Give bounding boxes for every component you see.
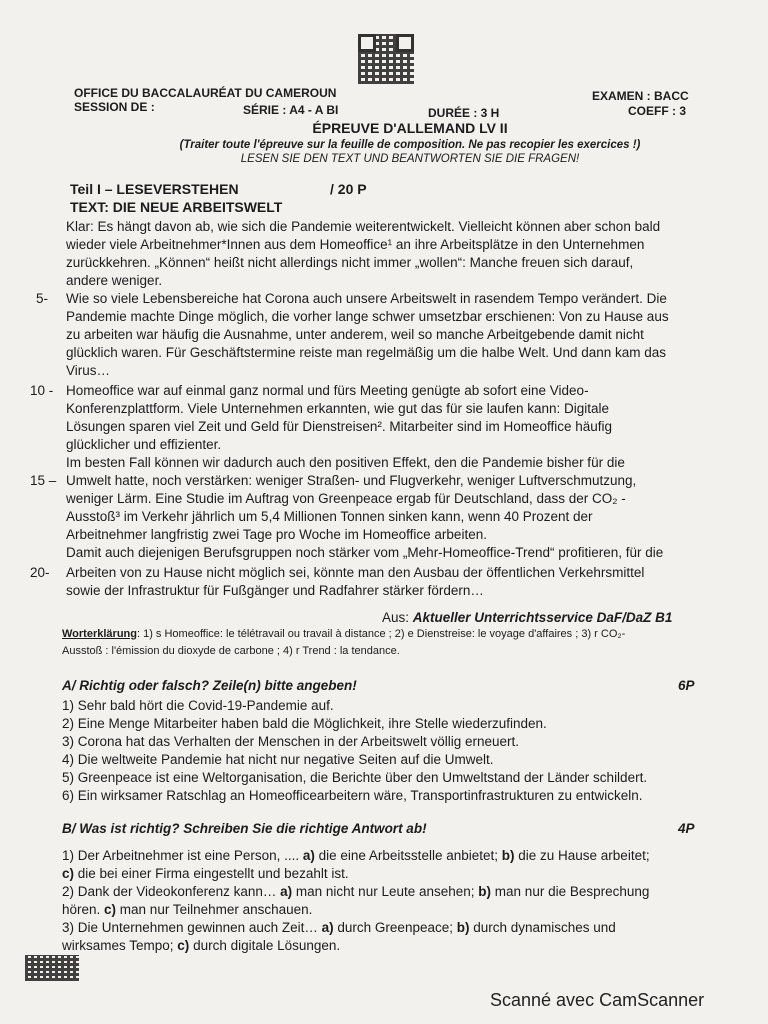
text-line: sowie der Infrastruktur für Fußgänger und Radfahrer stärker fördern… [66,583,484,598]
question-a-item: 3) Corona hat das Verhalten der Menschen in der Arbeitswelt völlig erneuert. [62,734,520,749]
text-line: zurückkehren. „Können“ heißt nicht allerdings nicht immer „wollen“: Manche freuen sich darauf, [66,255,634,270]
text-line: Damit auch diejenigen Berufsgruppen noch stärker vom „Mehr-Homeoffice-Trend“ profitieren, für die [66,545,664,560]
part-a-points: 6P [678,678,695,693]
line-number-20: 20- [30,565,50,580]
part-b-points: 4P [678,821,695,836]
text-line: Umwelt hatte, noch verstärken: weniger Straßen- und Flugverkehr, weniger Luftverschmutzung, [66,473,637,488]
option-text: die zu Hause arbeitet; [514,848,650,863]
coeff-label: COEFF : 3 [628,104,687,118]
option-text: man nur Teilnehmer anschauen. [116,902,313,917]
camscanner-watermark: Scanné avec CamScanner [490,990,705,1010]
option-label: a) [321,920,334,935]
text-line: Konferenzplattform. Viele Unternehmen erkannten, wie gut das für sie laufen kann: Digitale [66,401,610,416]
text-line: glücklicher und effizienter. [66,437,222,452]
option-text: man nur die Besprechung [491,884,650,899]
glossary-text-1: : 1) s Homeoffice: le télétravail ou travail à distance ; 2) e Dienstreise: le voyage d'affaires ; 3) r CO₂- [136,628,626,640]
exam-instruction-2: LESEN SIE DEN TEXT UND BEANTWORTEN SIE DIE FRAGEN! [240,153,580,165]
option-label: c) [177,938,190,953]
text-line: Lösungen sparen viel Zeit und Geld für Dienstreisen². Mitarbeiter sind im Homeoffice häufig [66,419,613,434]
glossary-line-2: Ausstoß : l'émission du dioxyde de carbone ; 4) r Trend : la tendance. [62,645,400,657]
text-line: Arbeiten von zu Hause nicht möglich sei, könnte man den Ausbau der öffentlichen Verkehrsmittel [66,565,645,580]
option-text: durch Greenpeace; [333,920,457,935]
question-a-item: 1) Sehr bald hört die Covid-19-Pandemie auf. [62,698,334,713]
text-title: TEXT: DIE NEUE ARBEITSWELT [70,199,283,215]
text-line: andere weniger. [66,273,163,288]
exam-title: ÉPREUVE D'ALLEMAND LV II [312,120,508,136]
option-label: b) [501,848,515,863]
question-b3-cont [62,938,340,953]
text-line: weniger Lärm. Eine Studie im Auftrag von Greenpeace ergab für Deutschland, dass der CO₂ - [66,491,626,506]
qr-code-top-icon [358,34,414,84]
office-name: OFFICE DU BACCALAURÉAT DU CAMEROUN [74,86,337,100]
option-text: durch digitale Lösungen. [189,938,341,953]
option-label: a) [280,884,293,899]
option-text: hören. [62,902,105,917]
text-line: Ausstoß³ im Verkehr jährlich um 5,4 Millionen Tonnen sinken kann, wenn 40 Prozent der [66,509,593,524]
part-b-heading: B/ Was ist richtig? Schreiben Sie die richtige Antwort ab! [62,821,427,836]
question-a-item: 5) Greenpeace ist eine Weltorganisation, die Berichte über den Umweltstand der Länder schildert. [62,770,648,785]
option-label: b) [456,920,470,935]
session-label: SESSION DE : [74,100,155,114]
question-a-item: 4) Die weltweite Pandemie hat nicht nur negative Seiten auf die Umwelt. [62,752,494,767]
option-text: durch dynamisches und [469,920,616,935]
qr-code-bottom-icon [25,955,79,981]
line-number-5: 5- [36,291,49,306]
exam-instruction: (Traiter toute l'épreuve sur la feuille de composition. Ne pas recopier les exercices !) [179,139,641,151]
question-a-item: 2) Eine Menge Mitarbeiter haben bald die Möglichkeit, ihre Stelle wiederzufinden. [62,716,547,731]
line-number-10: 10 - [30,383,54,398]
duree-label: DURÉE : 3 H [428,106,500,120]
text-line: Pandemie machte Dinge möglich, die vorher lange schwer umsetzbar erschienen: Von zu Hause aus [66,309,669,324]
serie-label: SÉRIE : A4 - A BI [243,103,339,117]
glossary-label: Worterklärung [62,628,137,640]
glossary-line-1 [62,628,625,640]
text-line: Virus… [66,363,111,378]
text-line: Klar: Es hängt davon ab, wie sich die Pandemie weiterentwickelt. Vielleicht können aber schon bald [66,219,661,234]
line-number-15: 15 – [30,473,57,488]
option-label: c) [104,902,117,917]
question-b2-cont [62,902,312,917]
question-b3 [62,920,616,935]
question-b1 [62,848,650,863]
question-a-item: 6) Ein wirksamer Ratschlag an Homeofficearbeitern wäre, Transportinfrastrukturen zu entwickeln. [62,788,643,803]
teil-points: / 20 P [330,181,367,197]
question-stem: 2) Dank der Videokonferenz kann… [62,884,281,899]
source-prefix: Aus: [382,610,410,625]
part-a-heading: A/ Richtig oder falsch? Zeile(n) bitte angeben! [62,678,357,693]
text-line: Arbeitnehmer langfristig zwei Tage pro Woche im Homeoffice arbeiten. [66,527,487,542]
text-source [382,610,672,625]
text-line: Wie so viele Lebensbereiche hat Corona auch unsere Arbeitswelt in rasendem Tempo verändert. Die [66,291,667,306]
option-text: die eine Arbeitsstelle anbietet; [314,848,502,863]
question-stem: 3) Die Unternehmen gewinnen auch Zeit… [62,920,322,935]
option-text: wirksames Tempo; [62,938,178,953]
examen-label: EXAMEN : BACC [592,89,689,103]
question-b1-cont [62,866,349,881]
text-line: wieder viele Arbeitnehmer*Innen aus dem Homeoffice¹ an ihre Arbeitsplätze in den Unternehmen [66,237,645,252]
option-text: man nicht nur Leute ansehen; [292,884,479,899]
source-name: Aktueller Unterrichtsservice DaF/DaZ B1 [412,610,673,625]
text-line: Homeoffice war auf einmal ganz normal und fürs Meeting genügte ab sofort eine Video- [66,383,589,398]
text-line: glücklich waren. Für Geschäftstermine reiste man regelmäßig um die halbe Welt. Und dann kam das [66,345,667,360]
question-stem: 1) Der Arbeitnehmer ist eine Person, .... [62,848,303,863]
option-label: c) [62,866,75,881]
option-text: die bei einer Firma eingestellt und bezahlt ist. [74,866,349,881]
option-label: b) [478,884,492,899]
question-b2 [62,884,649,899]
option-label: a) [302,848,315,863]
text-line: zu arbeiten war häufig die Ausnahme, unter anderem, weil so manche Arbeitgebende damit nicht [66,327,644,342]
teil-label: Teil I – LESEVERSTEHEN [70,181,239,197]
text-line: Im besten Fall können wir dadurch auch den positiven Effekt, den die Pandemie bisher für die [66,455,625,470]
